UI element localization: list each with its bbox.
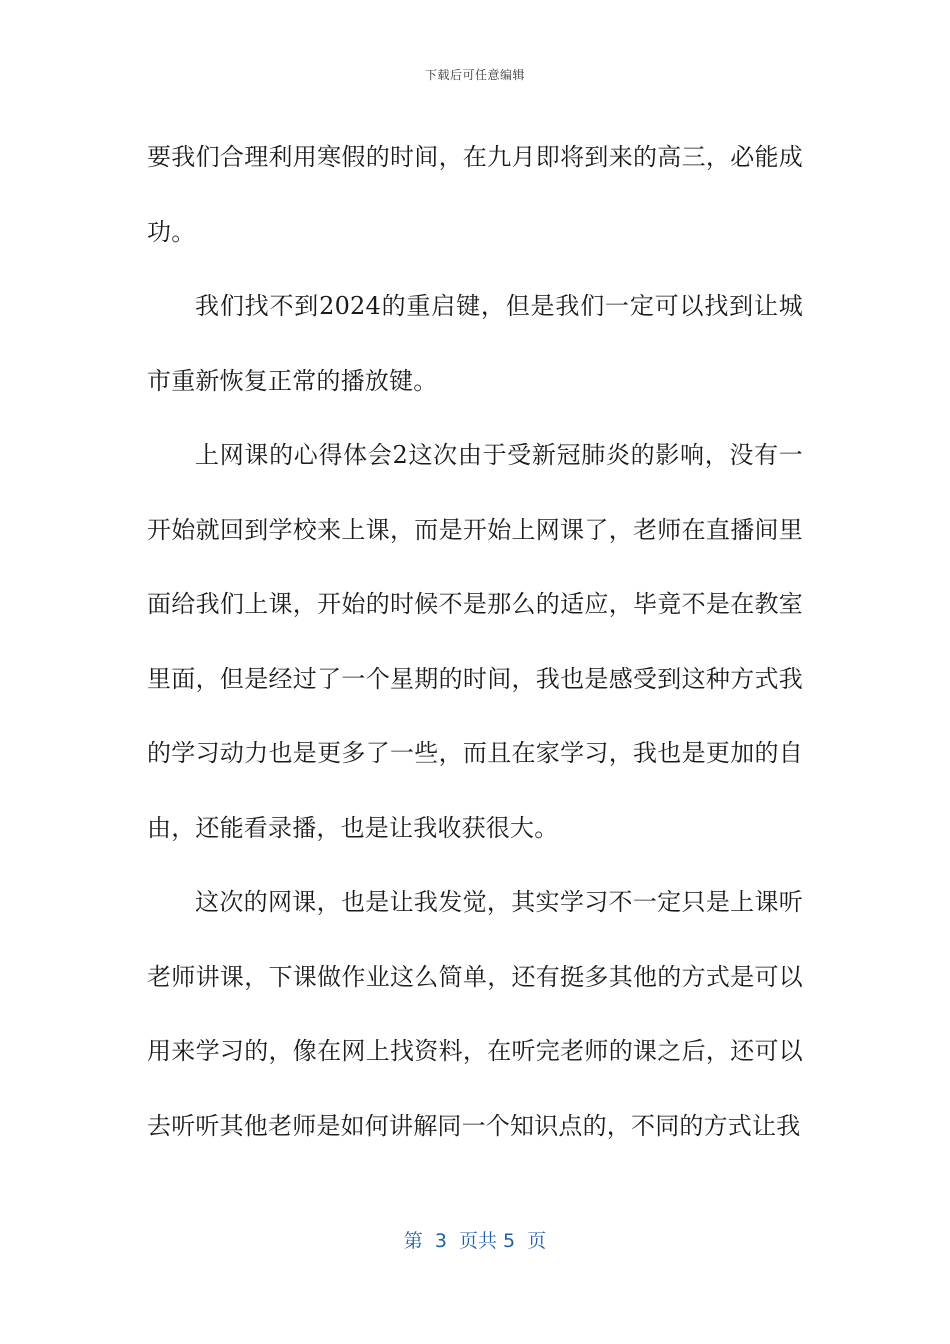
document-body bbox=[147, 120, 803, 1163]
paragraph-4: 这次的网课，也是让我发觉，其实学习不一定只是上课听老师讲课，下课做作业这么简单，还有挺多其他的方式是可以用来学习的，像在网上找资料，在听完老师的课之后，还可以去听听其他老师是如何讲解同一个知识点的，不同的方式让我 bbox=[147, 888, 803, 1140]
paragraph-3: 上网课的心得体会2这次由于受新冠肺炎的影响，没有一开始就回到学校来上课，而是开始上网课了，老师在直播间里面给我们上课，开始的时候不是那么的适应，毕竟不是在教室里面，但是经过了一个星期的时间，我也是感受到这种方式我的学习动力也是更多了一些，而且在家学习，我也是更加的自由，还能看录播，也是让我收获很大。 bbox=[147, 441, 803, 842]
paragraph-1: 要我们合理利用寒假的时间，在九月即将到来的高三，必能成功。 bbox=[147, 143, 803, 246]
header-note: 下载后可任意编辑 bbox=[424, 68, 525, 82]
paragraph-2: 我们找不到2024的重启键，但是我们一定可以找到让城市重新恢复正常的播放键。 bbox=[147, 292, 803, 395]
page-number-footer: 第 3 页共 5 页 bbox=[403, 1230, 547, 1252]
